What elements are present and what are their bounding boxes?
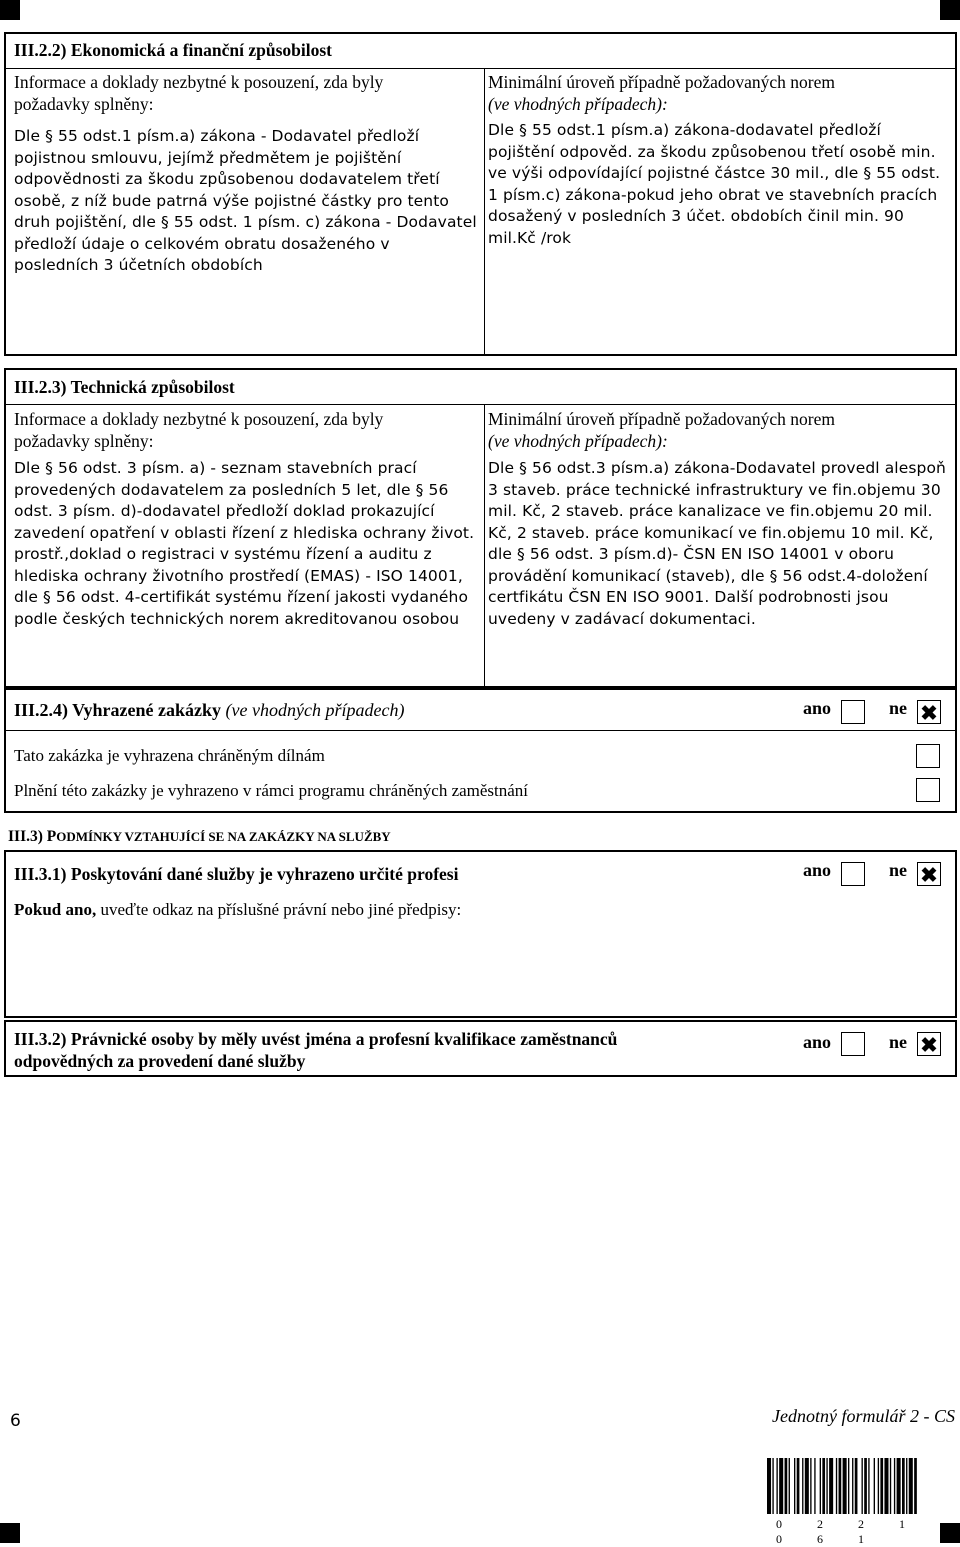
right-column: [488, 71, 950, 249]
barcode-bar: [909, 1458, 913, 1514]
requirements-label-line2: požadavky splněny:: [14, 94, 154, 114]
section-heading: [14, 699, 404, 721]
page-number: 6: [10, 1411, 21, 1431]
requirements-label-line2: požadavky splněny:: [14, 431, 154, 451]
requirements-text: Dle § 55 odst.1 písm.a) zákona - Dodavatel předloží pojistnou smlouvu, jejímž předmětem je pojištění odpovědnosti za škodu způsobenou dodavatelem třetí osobě, z níž bude patrná výše pojistné částky pro tento druh pojištění, dle § 55 odst. 1 písm. c) zákona - Dodavatel předloží údaje o celkovém obratu dosaženého v posledních 3 účetních obdobích: [14, 127, 477, 274]
prompt-rest: uveďte odkaz na příslušné právní nebo jiné předpisy:: [96, 900, 462, 919]
barcode-bar: [779, 1458, 783, 1514]
requirements-label: Informace a doklady nezbytné k posouzení, zda byly: [14, 72, 384, 92]
barcode-bar: [878, 1458, 879, 1514]
barcode-bar: [820, 1458, 821, 1514]
barcode-bar: [843, 1458, 847, 1514]
section-economic-capacity: [4, 32, 957, 356]
column-divider: [484, 68, 485, 354]
ano-label: ano: [803, 860, 832, 880]
section-heading: [14, 1028, 617, 1072]
barcode-bar: [880, 1458, 883, 1514]
barcode-bar: [864, 1458, 867, 1514]
ano-checkbox[interactable]: [841, 700, 865, 724]
ano-label: ano: [803, 1032, 832, 1052]
barcode-bar: [874, 1458, 875, 1514]
heading-smallcaps: ODMÍNKY VZTAHUJÍCÍ SE NA ZAKÁZKY NA SLUŽBY: [56, 829, 391, 844]
barcode-bar: [852, 1458, 853, 1514]
barcode-bar: [785, 1458, 788, 1514]
section-reserved-contracts: [4, 688, 957, 813]
section-heading: III.3.1) Poskytování dané služby je vyhrazeno určité profesi: [14, 864, 459, 884]
sheltered-employment-checkbox[interactable]: [916, 778, 940, 802]
barcode-digits: 0 2 2 1 0 6 1: [776, 1517, 921, 1546]
right-column: [488, 408, 952, 630]
barcode-bar: [902, 1458, 905, 1514]
section-staff-qualifications: [4, 1020, 957, 1077]
barcode-bar: [829, 1458, 833, 1514]
barcode-bar: [797, 1458, 800, 1514]
barcode-bar: [848, 1458, 849, 1514]
requirements-label: Informace a doklady nezbytné k posouzení, zda byly: [14, 409, 384, 429]
ne-label: ne: [889, 1032, 907, 1052]
barcode-bar: [906, 1458, 907, 1514]
divider: [6, 730, 955, 731]
corner-mark-top-right: [940, 0, 960, 20]
sheltered-workshops-checkbox[interactable]: [916, 744, 940, 768]
heading-prefix: III.3) P: [8, 828, 57, 845]
barcode-bar: [810, 1458, 811, 1514]
ano-label: ano: [803, 698, 832, 718]
ne-checkbox-checked[interactable]: [917, 862, 941, 886]
barcode-bar: [894, 1458, 895, 1514]
barcode-bar: [884, 1458, 888, 1514]
heading-qualifier: (ve vhodných případech): [225, 700, 405, 720]
min-level-text: Dle § 55 odst.1 písm.a) zákona-dodavatel předloží pojištění odpověd. za škodu způsobenou třetí osobě min. ve výši odpovídající pojistné částce 30 mil., dle § 55 odst. 1 písm.c) zákona-pokud jeho obrat ve stavebních pracích dosažený v posledních 3 účet. obdobích činil min. 90 mil.Kč /rok: [488, 121, 941, 247]
barcode-bar: [772, 1458, 773, 1514]
ne-label: ne: [889, 698, 907, 718]
sheltered-workshops-label: Tato zakázka je vyhrazena chráněným dílnám: [14, 746, 325, 765]
min-level-sublabel: (ve vhodných případech):: [488, 431, 668, 451]
barcode-bar: [826, 1458, 827, 1514]
column-divider: [484, 404, 485, 686]
ano-checkbox[interactable]: [841, 1032, 865, 1056]
barcode-bar: [862, 1458, 863, 1514]
barcode-bar: [814, 1458, 815, 1514]
barcode-bar: [789, 1458, 790, 1514]
barcode-bar: [868, 1458, 869, 1514]
section-heading: III.2.3) Technická způsobilost: [14, 377, 235, 397]
divider: [6, 68, 955, 69]
ano-checkbox[interactable]: [841, 862, 865, 886]
corner-mark-bottom-left: [0, 1523, 20, 1543]
barcode-bar: [822, 1458, 825, 1514]
ne-checkbox-checked[interactable]: [917, 700, 941, 724]
barcode-bar: [890, 1458, 891, 1514]
section-heading: III.2.2) Ekonomická a finanční způsobilost: [14, 40, 332, 60]
ne-label: ne: [889, 860, 907, 880]
heading-line2: odpovědných za provedení dané služby: [14, 1051, 306, 1071]
section-reserved-profession: [4, 850, 957, 1018]
legal-reference-prompt: [14, 899, 461, 921]
barcode: [767, 1458, 957, 1518]
barcode-bar: [836, 1458, 837, 1514]
prompt-bold: Pokud ano,: [14, 900, 97, 919]
barcode-bar: [839, 1458, 842, 1514]
min-level-text: Dle § 56 odst.3 písm.a) zákona-Dodavatel provedl alespoň 3 staveb. práce technické infrastruktury ve fin.objemu 30 mil. Kč, 2 staveb. práce kanalizace ve fin.objemu 20 mil. Kč, 2 staveb. práce komunikací ve fin.objemu 10 mil. Kč, dle § 56 odst. 3 písm.d)- ČSN EN ISO 14001 v oboru provádění komunikací (staveb), dle § 56 odst.4-doložení certfikátu ČSN EN ISO 9001. Další podrobnosti jsou uvedeny v zadávací dokumentaci.: [488, 459, 946, 628]
heading-text: III.2.4) Vyhrazené zakázky: [14, 700, 222, 720]
min-level-label: Minimální úroveň případně požadovaných norem: [488, 72, 835, 92]
barcode-bar: [794, 1458, 795, 1514]
barcode-bar: [767, 1458, 771, 1514]
section-technical-capacity: [4, 368, 957, 688]
barcode-bar: [914, 1458, 917, 1514]
left-column: [14, 71, 479, 277]
barcode-bar: [897, 1458, 901, 1514]
barcode-bar: [855, 1458, 858, 1514]
min-level-label: Minimální úroveň případně požadovaných norem: [488, 409, 835, 429]
barcode-bar: [805, 1458, 809, 1514]
form-name: Jednotný formulář 2 - CS: [772, 1406, 955, 1426]
barcode-bar: [802, 1458, 803, 1514]
sheltered-employment-label: Plnění této zakázky je vyhrazeno v rámci programu chráněných zaměstnání: [14, 781, 529, 800]
services-conditions-heading: [8, 828, 391, 846]
requirements-text: Dle § 56 odst. 3 písm. a) - seznam stavebních prací provedených dodavatelem za posledních 5 let, dle § 56 odst. 3 písm. d)-dodavatel předloží doklad prokazující zavedení opatření v oblasti řízení z hlediska ochrany život. prostř.,doklad o registraci v systému řízení a auditu z hlediska ochrany životního prostředí (EMAS) - ISO 14001, dle § 56 odst. 4-certifikát systému řízení jakosti vydaného podle českých technických norem akreditovanou osobou: [14, 459, 475, 628]
divider: [6, 404, 955, 405]
corner-mark-top-left: [0, 0, 20, 20]
heading-line1: III.3.2) Právnické osoby by měly uvést jména a profesní kvalifikace zaměstnanců: [14, 1029, 618, 1049]
left-column: [14, 408, 479, 630]
barcode-bar: [776, 1458, 777, 1514]
min-level-sublabel: (ve vhodných případech):: [488, 94, 668, 114]
ne-checkbox-checked[interactable]: [917, 1032, 941, 1056]
